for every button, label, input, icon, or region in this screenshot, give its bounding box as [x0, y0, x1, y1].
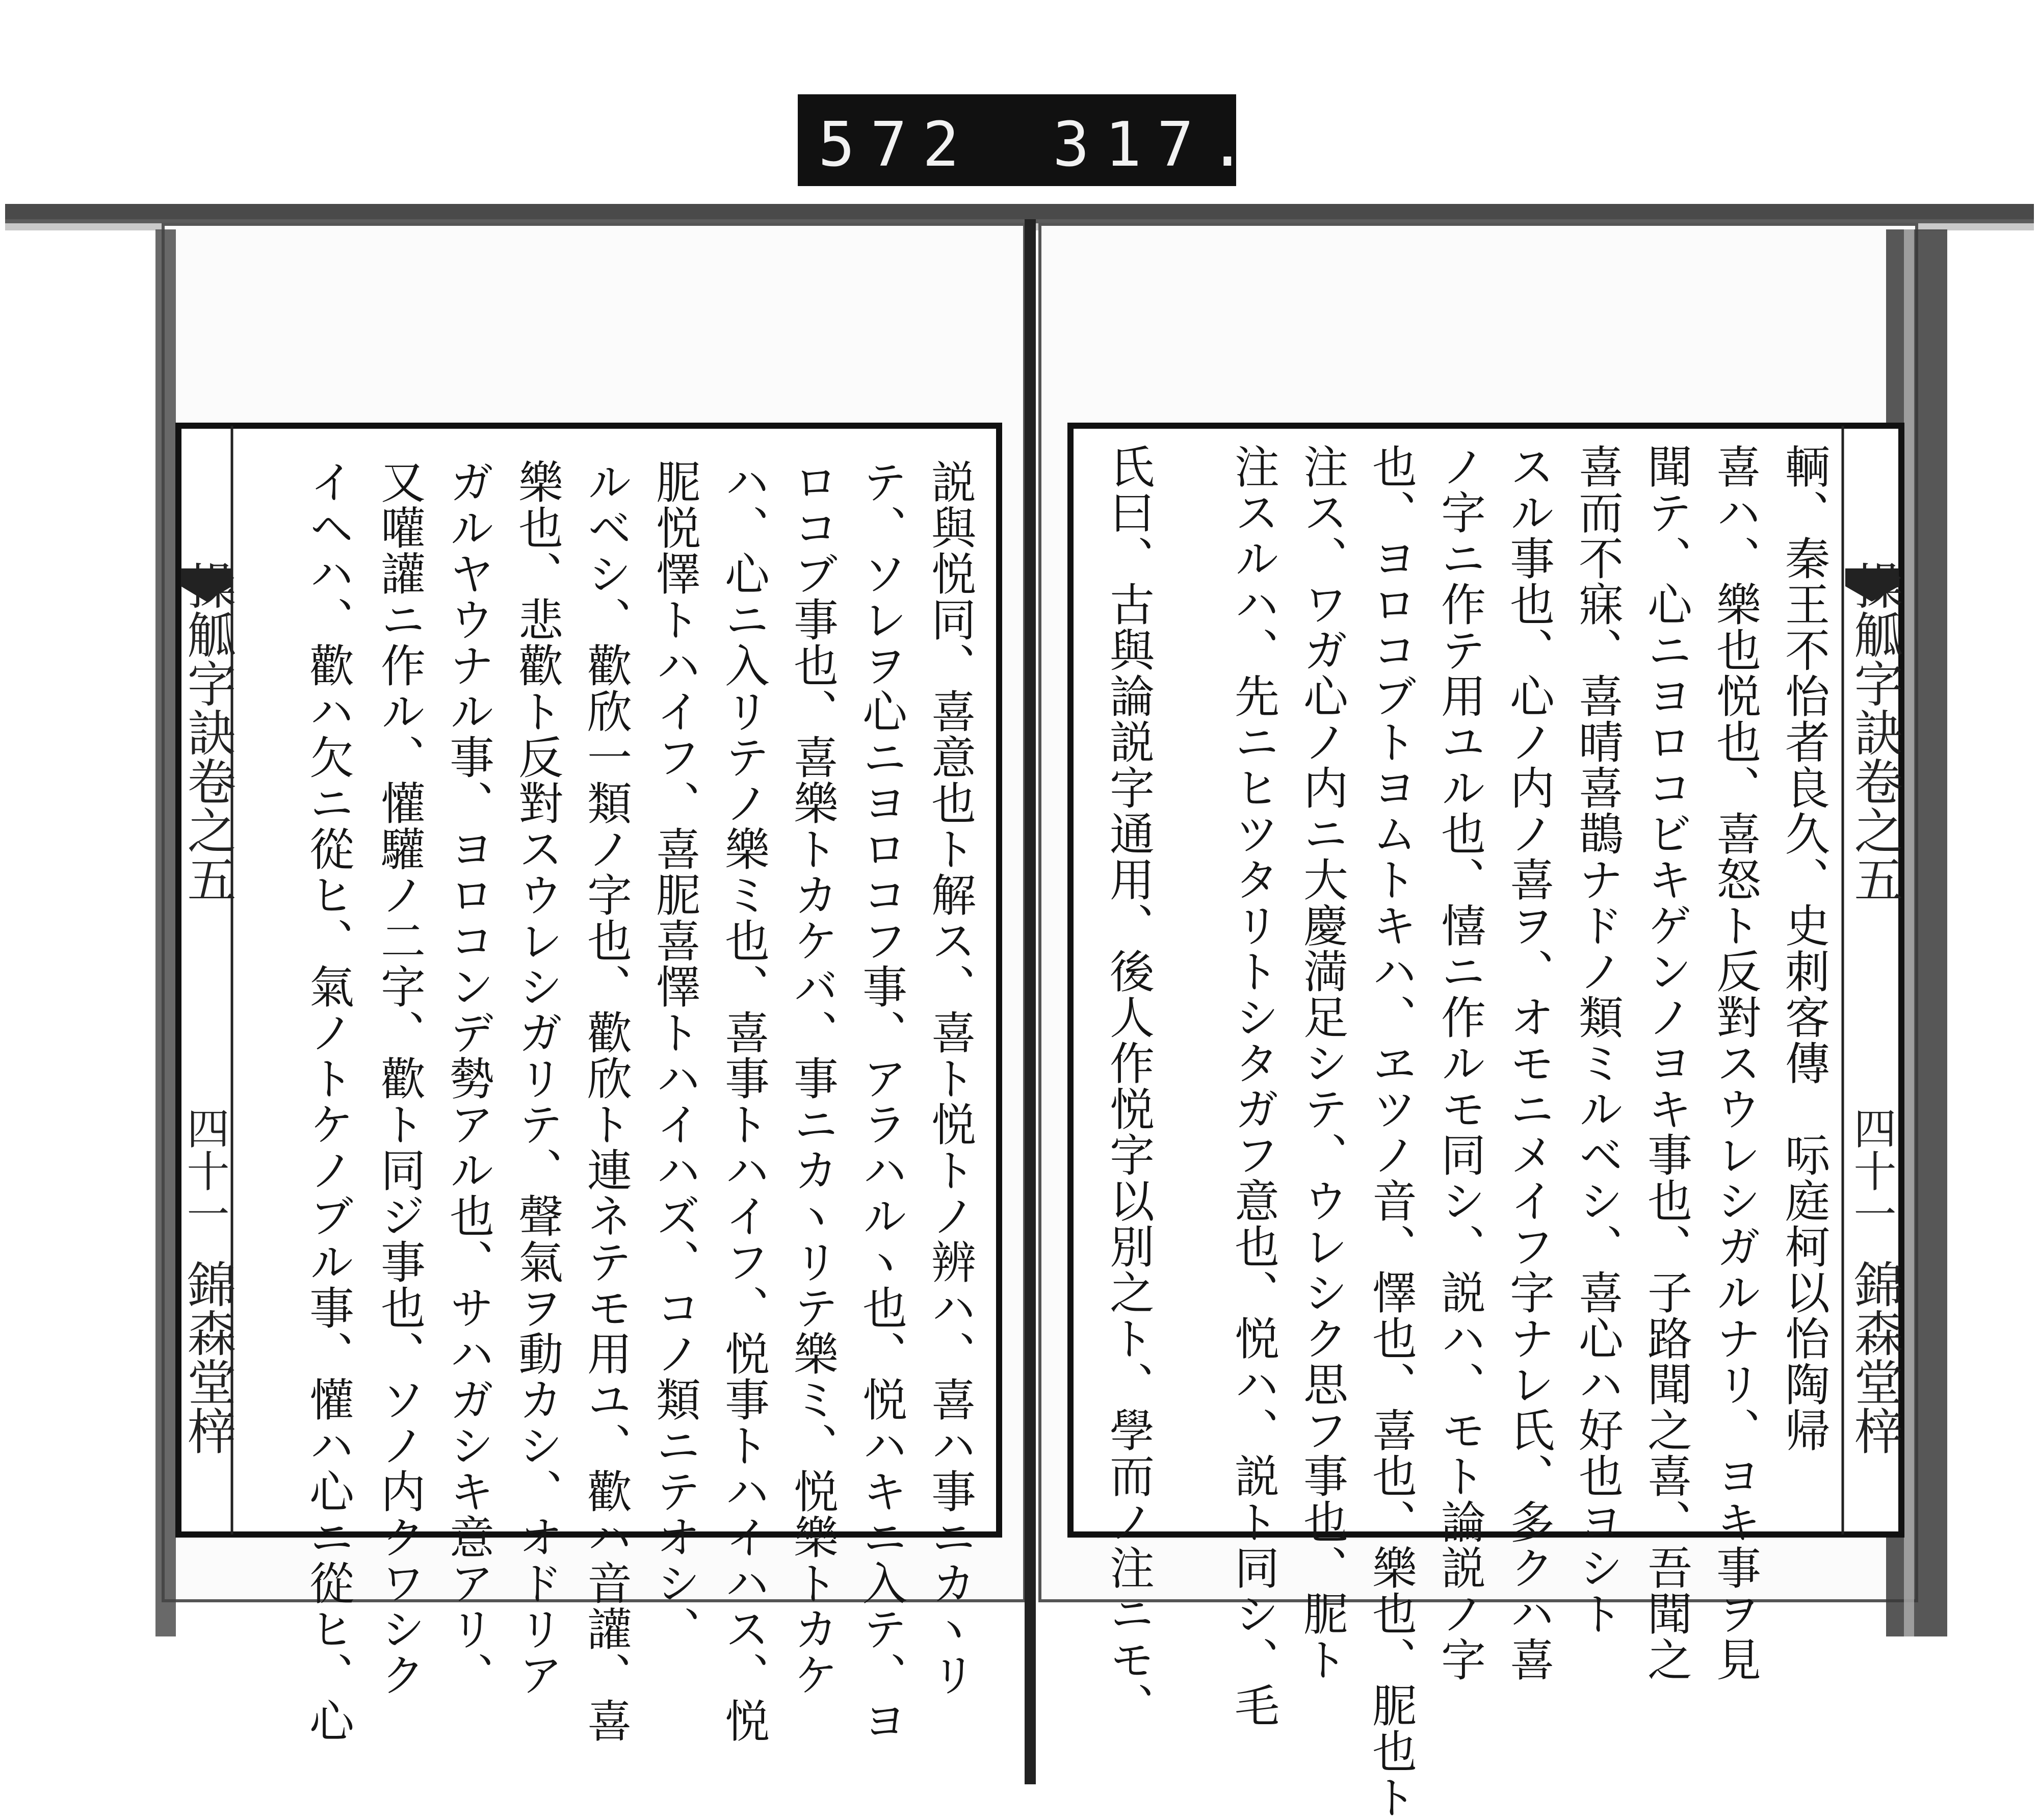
center-gutter — [1025, 219, 1036, 1784]
right-text-column: 喜而不寐、喜晴喜鵲ナドノ類ミルベシ、喜心ハ好也ヨシト — [1572, 444, 1624, 1636]
left-text-column: 胒悦懌トハイフ、喜胒喜懌トハイハズ、コノ類ニテオシ、 — [649, 459, 701, 1652]
right-text-column: 注ス、ワガ心ノ内ニ大慶満足シテ、ウレシク思フ事也、胒ト — [1296, 444, 1349, 1682]
right-text-column: 聞テ、心ニヨロコビキゲンノヨキ事也、子路聞之喜、吾聞之 — [1640, 444, 1693, 1682]
right-margin-publisher: 錦森堂梓 — [1846, 1259, 1903, 1455]
right-text-column: 喜ハ、樂也悦也、喜怒ト反對スウレシガルナリ、ヨキ事ヲ見 — [1709, 444, 1762, 1682]
left-text-column: 又嚾讙ニ作ル、懽驩ノ二字、歡ト同ジ事也、ソノ内クワシク — [374, 459, 426, 1698]
left-margin-number: 四十一 — [180, 1106, 230, 1235]
left-text-column: イヘハ、歡ハ欠ニ從ヒ、氣ノトケノブル事、懽ハ心ニ從ヒ、心 — [302, 459, 355, 1744]
right-text-column: 注スルハ、先ニヒツタリトシタガフ意也、悦ハ、説ト同シ、毛 — [1227, 444, 1280, 1728]
archive-label-left-number: 572 — [818, 110, 975, 180]
left-text-column: ルベシ、歡欣一類ノ字也、歡欣ト連ネテモ用ユ、歡ハ音讙、喜 — [580, 459, 633, 1744]
right-text-column: 也、ヨロコブトヨムトキハ、ヱツノ音、懌也、喜也、樂也、胒也ト — [1365, 444, 1418, 1820]
right-margin-title: 操觚字訣卷之五 — [1846, 561, 1903, 903]
right-text-column: スル事也、心ノ内ノ喜ヲ、オモニメイフ字ナレ氏、多クハ喜 — [1503, 444, 1555, 1682]
left-text-column: 樂也、悲歡ト反對スウレシガリテ、聲氣ヲ動カシ、オドリア — [511, 459, 564, 1698]
left-margin-title: 操觚字訣卷之五 — [179, 561, 237, 903]
left-margin-publisher: 錦森堂梓 — [179, 1259, 237, 1455]
left-text-column: ロコブ事也、喜樂トカケバ、事ニカヽリテ樂ミ、悦樂トカケ — [787, 459, 839, 1698]
archive-label-right-number: 317. — [1053, 110, 1261, 180]
left-text-column: ハ、心ニ入リテノ樂ミ也、喜事トハイフ、悦事トハイハス、悦 — [718, 459, 770, 1744]
left-text-column: 説與悦同、喜意也ト解ス、喜ト悦トノ辨ハ、喜ハ事ニカヽリ — [924, 459, 977, 1698]
left-book-edge — [155, 229, 176, 1636]
right-text-column: ノ字ニ作テ用ユル也、憘ニ作ルモ同シ、説ハ、モト論説ノ字 — [1434, 444, 1486, 1682]
archive-label — [798, 94, 1261, 186]
right-text-column: 輌、秦王不怡者良久、史刺客傳 呩庭柯以怡陶帰 — [1778, 444, 1831, 1453]
right-margin-number: 四十一 — [1847, 1106, 1897, 1235]
left-text-column: テ、ソレヲ心ニヨロコフ事、アラハルヽ也、悦ハキニ入テ、ヨ — [855, 459, 908, 1744]
right-book-edge-highlight — [1904, 229, 1914, 1636]
right-text-column: 氏曰、古與論説字通用、後人作悦字以別之ト、學而ノ注ニモ、 — [1103, 444, 1155, 1728]
left-text-column: ガルヤウナル事、ヨロコンデ勢アル也、サハガシキ意アリ、 — [442, 459, 495, 1698]
